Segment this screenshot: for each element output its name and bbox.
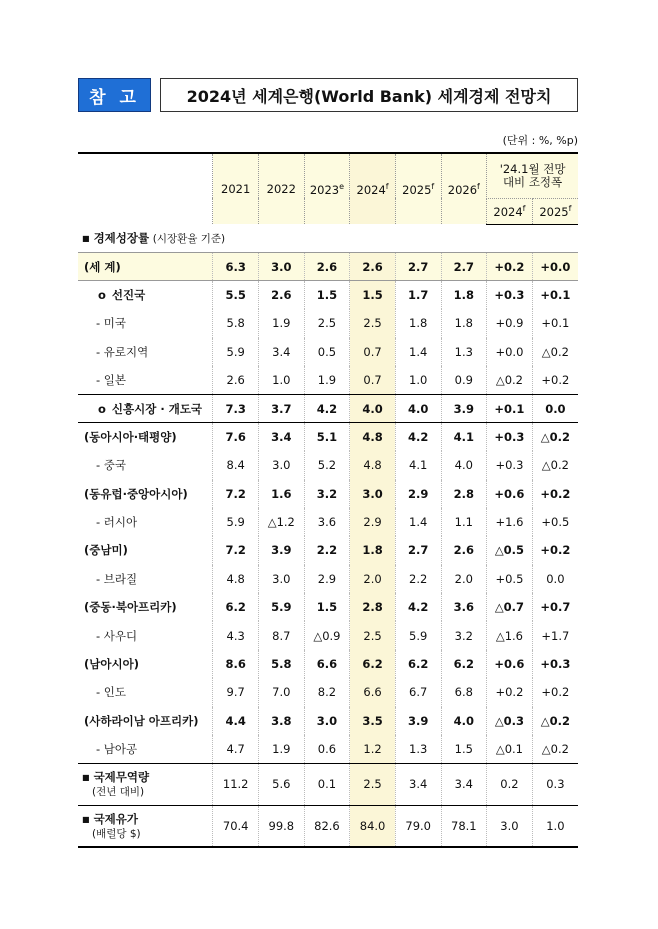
trade-row bbox=[78, 763, 578, 805]
header-year-2026: 2026$^f$ bbox=[441, 153, 487, 224]
table-row bbox=[78, 252, 578, 280]
value-cell: 4.0 bbox=[395, 394, 441, 422]
value-cell: 1.9 bbox=[259, 309, 305, 337]
adjustment-cell: +0.3 bbox=[487, 281, 533, 309]
adjustment-cell: △0.2 bbox=[487, 366, 533, 394]
section-growth-title: ■ 경제성장률 (시장환율 기준) bbox=[82, 231, 226, 246]
adjustment-cell: +0.1 bbox=[532, 309, 578, 337]
adjustment-cell: +0.7 bbox=[532, 593, 578, 621]
value-cell: 0.7 bbox=[350, 338, 396, 366]
value-cell: 70.4 bbox=[213, 805, 259, 847]
adjustment-cell: +0.6 bbox=[487, 480, 533, 508]
value-cell: 5.9 bbox=[395, 621, 441, 649]
adjustment-cell: △0.2 bbox=[532, 338, 578, 366]
value-cell: 3.2 bbox=[441, 621, 487, 649]
value-cell: 3.0 bbox=[304, 707, 350, 735]
value-cell: 1.9 bbox=[304, 366, 350, 394]
row-label: - 남아공 bbox=[96, 741, 138, 756]
header-corner bbox=[78, 153, 213, 224]
value-cell: 3.8 bbox=[259, 707, 305, 735]
value-cell: 2.0 bbox=[350, 565, 396, 593]
table-row bbox=[78, 707, 578, 735]
row-label: (동유럽·중앙아시아) bbox=[84, 486, 188, 501]
value-cell: 3.5 bbox=[350, 707, 396, 735]
table-row bbox=[78, 480, 578, 508]
value-cell: 4.8 bbox=[350, 451, 396, 479]
value-cell: 2.2 bbox=[304, 536, 350, 564]
value-cell: 4.1 bbox=[395, 451, 441, 479]
value-cell: 1.0 bbox=[259, 366, 305, 394]
value-cell: 3.4 bbox=[259, 338, 305, 366]
table-row bbox=[78, 678, 578, 706]
value-cell: 8.6 bbox=[213, 650, 259, 678]
value-cell: 1.5 bbox=[441, 735, 487, 763]
oil-label: ■ 국제유가 (배럴당 $) bbox=[78, 805, 213, 847]
value-cell: 2.5 bbox=[350, 621, 396, 649]
adjustment-cell: △0.2 bbox=[532, 451, 578, 479]
adjustment-cell: +0.3 bbox=[532, 650, 578, 678]
adjustment-cell: +0.3 bbox=[487, 423, 533, 451]
adjustment-cell: △0.1 bbox=[487, 735, 533, 763]
value-cell: 3.7 bbox=[259, 394, 305, 422]
value-cell: 1.8 bbox=[350, 536, 396, 564]
value-cell: 99.8 bbox=[259, 805, 305, 847]
row-label: - 러시아 bbox=[96, 515, 138, 530]
value-cell: 3.2 bbox=[304, 480, 350, 508]
adjustment-cell: +0.1 bbox=[532, 281, 578, 309]
adjustment-cell: △0.2 bbox=[532, 707, 578, 735]
header-year-2023: 2023e bbox=[304, 153, 350, 224]
adjustment-cell: +0.9 bbox=[487, 309, 533, 337]
adjustment-cell: 3.0 bbox=[487, 805, 533, 847]
adjustment-cell: +0.2 bbox=[532, 536, 578, 564]
table-row bbox=[78, 338, 578, 366]
value-cell: 2.6 bbox=[441, 536, 487, 564]
value-cell: 0.6 bbox=[304, 735, 350, 763]
value-cell: 6.2 bbox=[441, 650, 487, 678]
value-cell: 3.0 bbox=[350, 480, 396, 508]
value-cell: 6.6 bbox=[350, 678, 396, 706]
row-label: o 신흥시장 · 개도국 bbox=[78, 394, 213, 422]
adjustment-cell: +1.6 bbox=[487, 508, 533, 536]
table-row bbox=[78, 281, 578, 309]
value-cell: 2.5 bbox=[304, 309, 350, 337]
adjustment-cell: +0.3 bbox=[487, 451, 533, 479]
value-cell: 1.6 bbox=[259, 480, 305, 508]
value-cell: 4.2 bbox=[395, 423, 441, 451]
value-cell: 2.8 bbox=[441, 480, 487, 508]
value-cell: 0.1 bbox=[304, 763, 350, 805]
value-cell: 84.0 bbox=[350, 805, 396, 847]
square-bullet-icon: ■ bbox=[82, 772, 90, 782]
square-bullet-icon: ■ bbox=[82, 814, 90, 824]
header-year-2022: 2022 bbox=[259, 153, 305, 224]
oil-row bbox=[78, 805, 578, 847]
page-title: 2024년 세계은행(World Bank) 세계경제 전망치 bbox=[160, 78, 578, 112]
value-cell: 5.9 bbox=[213, 338, 259, 366]
row-label: - 브라질 bbox=[96, 571, 138, 586]
value-cell: 7.3 bbox=[213, 394, 259, 422]
value-cell: 4.0 bbox=[350, 394, 396, 422]
value-cell: 6.2 bbox=[213, 593, 259, 621]
row-label: - 유로지역 bbox=[96, 344, 149, 359]
value-cell: 5.1 bbox=[304, 423, 350, 451]
adjustment-cell: +0.1 bbox=[487, 394, 533, 422]
title-bar bbox=[78, 78, 578, 112]
value-cell: 1.2 bbox=[350, 735, 396, 763]
adjustment-cell: △0.2 bbox=[532, 423, 578, 451]
row-label: - 일본 bbox=[96, 372, 127, 387]
adjustment-cell: 0.3 bbox=[532, 763, 578, 805]
value-cell: 3.0 bbox=[259, 252, 305, 280]
adjustment-cell: △0.5 bbox=[487, 536, 533, 564]
row-label: (사하라이남 아프리카) bbox=[84, 713, 199, 728]
value-cell: 5.8 bbox=[213, 309, 259, 337]
table-row bbox=[78, 423, 578, 451]
adjustment-cell: △0.2 bbox=[532, 735, 578, 763]
row-label: (중남미) bbox=[84, 543, 128, 558]
value-cell: 4.0 bbox=[441, 451, 487, 479]
value-cell: 1.0 bbox=[395, 366, 441, 394]
value-cell: 78.1 bbox=[441, 805, 487, 847]
value-cell: 2.6 bbox=[304, 252, 350, 280]
header-adj-2025: 2025$^f$ bbox=[532, 198, 578, 224]
value-cell: 1.5 bbox=[350, 281, 396, 309]
adjustment-cell: +0.5 bbox=[487, 565, 533, 593]
value-cell: 4.8 bbox=[350, 423, 396, 451]
value-cell: 1.5 bbox=[304, 281, 350, 309]
adjustment-cell: +0.2 bbox=[487, 678, 533, 706]
adjustment-cell: 0.0 bbox=[532, 565, 578, 593]
value-cell: 7.2 bbox=[213, 536, 259, 564]
value-cell: 4.2 bbox=[395, 593, 441, 621]
value-cell: 1.3 bbox=[395, 735, 441, 763]
row-label: - 사우디 bbox=[96, 628, 138, 643]
value-cell: 4.4 bbox=[213, 707, 259, 735]
value-cell: 0.9 bbox=[441, 366, 487, 394]
adjustment-cell: +0.0 bbox=[487, 338, 533, 366]
value-cell: 3.4 bbox=[259, 423, 305, 451]
value-cell: 7.6 bbox=[213, 423, 259, 451]
value-cell: 2.7 bbox=[395, 536, 441, 564]
adjustment-cell: +0.2 bbox=[487, 252, 533, 280]
row-label: (중동·북아프리카) bbox=[84, 600, 177, 615]
value-cell: 7.2 bbox=[213, 480, 259, 508]
value-cell: 1.8 bbox=[395, 309, 441, 337]
adjustment-cell: +1.7 bbox=[532, 621, 578, 649]
header-adj-2024: 2024$^f$ bbox=[487, 198, 533, 224]
row-label: (동아시아·태평양) bbox=[78, 423, 213, 451]
value-cell: 8.4 bbox=[213, 451, 259, 479]
value-cell: 2.7 bbox=[395, 252, 441, 280]
value-cell: 5.9 bbox=[259, 593, 305, 621]
adjustment-cell: 0.2 bbox=[487, 763, 533, 805]
header-year-2024: 2024$^f$ bbox=[350, 153, 396, 224]
adjustment-cell: 1.0 bbox=[532, 805, 578, 847]
value-cell: 3.9 bbox=[441, 394, 487, 422]
value-cell: 1.1 bbox=[441, 508, 487, 536]
value-cell: 2.6 bbox=[259, 281, 305, 309]
value-cell: 2.8 bbox=[350, 593, 396, 621]
value-cell: 4.3 bbox=[213, 621, 259, 649]
adjustment-cell: +0.6 bbox=[487, 650, 533, 678]
value-cell: 5.6 bbox=[259, 763, 305, 805]
row-label: (세 계) bbox=[78, 252, 213, 280]
row-label: o 선진국 bbox=[78, 281, 213, 309]
unit-note: (단위 : %, %p) bbox=[502, 134, 578, 147]
table-row bbox=[78, 508, 578, 536]
value-cell: 3.4 bbox=[395, 763, 441, 805]
value-cell: 3.6 bbox=[441, 593, 487, 621]
row-label: (남아시아) bbox=[84, 657, 139, 672]
value-cell: 4.7 bbox=[213, 735, 259, 763]
value-cell: 6.2 bbox=[395, 650, 441, 678]
value-cell: 6.3 bbox=[213, 252, 259, 280]
value-cell: 6.8 bbox=[441, 678, 487, 706]
value-cell: 7.0 bbox=[259, 678, 305, 706]
row-label: - 미국 bbox=[96, 316, 127, 331]
row-label: - 중국 bbox=[96, 458, 127, 473]
table-row bbox=[78, 394, 578, 422]
table-row bbox=[78, 593, 578, 621]
value-cell: 6.7 bbox=[395, 678, 441, 706]
value-cell: 2.9 bbox=[395, 480, 441, 508]
value-cell: △1.2 bbox=[259, 508, 305, 536]
value-cell: 3.6 bbox=[304, 508, 350, 536]
value-cell: 79.0 bbox=[395, 805, 441, 847]
value-cell: 6.6 bbox=[304, 650, 350, 678]
value-cell: 82.6 bbox=[304, 805, 350, 847]
value-cell: 8.7 bbox=[259, 621, 305, 649]
adjustment-cell: +0.2 bbox=[532, 366, 578, 394]
adjustment-cell: +0.0 bbox=[532, 252, 578, 280]
value-cell: 5.5 bbox=[213, 281, 259, 309]
value-cell: 3.0 bbox=[259, 565, 305, 593]
header-year-2021: 2021 bbox=[213, 153, 259, 224]
adjustment-cell: +0.2 bbox=[532, 678, 578, 706]
value-cell: 11.2 bbox=[213, 763, 259, 805]
value-cell: 2.0 bbox=[441, 565, 487, 593]
value-cell: 2.9 bbox=[350, 508, 396, 536]
value-cell: 6.2 bbox=[350, 650, 396, 678]
value-cell: 2.6 bbox=[350, 252, 396, 280]
row-label: - 인도 bbox=[96, 685, 127, 700]
value-cell: 1.4 bbox=[395, 508, 441, 536]
value-cell: 2.7 bbox=[441, 252, 487, 280]
value-cell: 4.8 bbox=[213, 565, 259, 593]
reference-tag: 참 고 bbox=[78, 78, 151, 112]
value-cell: 2.5 bbox=[350, 763, 396, 805]
value-cell: 5.8 bbox=[259, 650, 305, 678]
forecast-table bbox=[78, 152, 578, 848]
square-bullet-icon: ■ bbox=[82, 234, 90, 244]
value-cell: 4.0 bbox=[441, 707, 487, 735]
circle-bullet-icon: o bbox=[98, 288, 106, 303]
adjustment-cell: △1.6 bbox=[487, 621, 533, 649]
trade-label: ■ 국제무역량 (전년 대비) bbox=[78, 763, 213, 805]
value-cell: 1.8 bbox=[441, 309, 487, 337]
table-row bbox=[78, 565, 578, 593]
table-row bbox=[78, 366, 578, 394]
value-cell: 2.9 bbox=[304, 565, 350, 593]
value-cell: 1.7 bbox=[395, 281, 441, 309]
value-cell: 2.2 bbox=[395, 565, 441, 593]
value-cell: 1.8 bbox=[441, 281, 487, 309]
table-row bbox=[78, 621, 578, 649]
value-cell: 1.4 bbox=[395, 338, 441, 366]
value-cell: △0.9 bbox=[304, 621, 350, 649]
value-cell: 2.6 bbox=[213, 366, 259, 394]
table-row bbox=[78, 650, 578, 678]
value-cell: 8.2 bbox=[304, 678, 350, 706]
value-cell: 1.5 bbox=[304, 593, 350, 621]
value-cell: 4.1 bbox=[441, 423, 487, 451]
value-cell: 3.9 bbox=[395, 707, 441, 735]
value-cell: 3.9 bbox=[259, 536, 305, 564]
adjustment-cell: +0.5 bbox=[532, 508, 578, 536]
table-row bbox=[78, 735, 578, 763]
value-cell: 2.5 bbox=[350, 309, 396, 337]
value-cell: 3.4 bbox=[441, 763, 487, 805]
value-cell: 0.5 bbox=[304, 338, 350, 366]
header-year-2025: 2025$^f$ bbox=[395, 153, 441, 224]
value-cell: 1.9 bbox=[259, 735, 305, 763]
value-cell: 1.3 bbox=[441, 338, 487, 366]
value-cell: 5.2 bbox=[304, 451, 350, 479]
value-cell: 4.2 bbox=[304, 394, 350, 422]
value-cell: 9.7 bbox=[213, 678, 259, 706]
value-cell: 5.9 bbox=[213, 508, 259, 536]
adjustment-cell: 0.0 bbox=[532, 394, 578, 422]
circle-bullet-icon: o bbox=[98, 401, 106, 416]
value-cell: 3.0 bbox=[259, 451, 305, 479]
table-row bbox=[78, 536, 578, 564]
value-cell: 0.7 bbox=[350, 366, 396, 394]
adjustment-cell: +0.2 bbox=[532, 480, 578, 508]
header-adjustment: '24.1월 전망 대비 조정폭 bbox=[487, 153, 578, 198]
adjustment-cell: △0.7 bbox=[487, 593, 533, 621]
table-row bbox=[78, 309, 578, 337]
adjustment-cell: △0.3 bbox=[487, 707, 533, 735]
table-row bbox=[78, 451, 578, 479]
